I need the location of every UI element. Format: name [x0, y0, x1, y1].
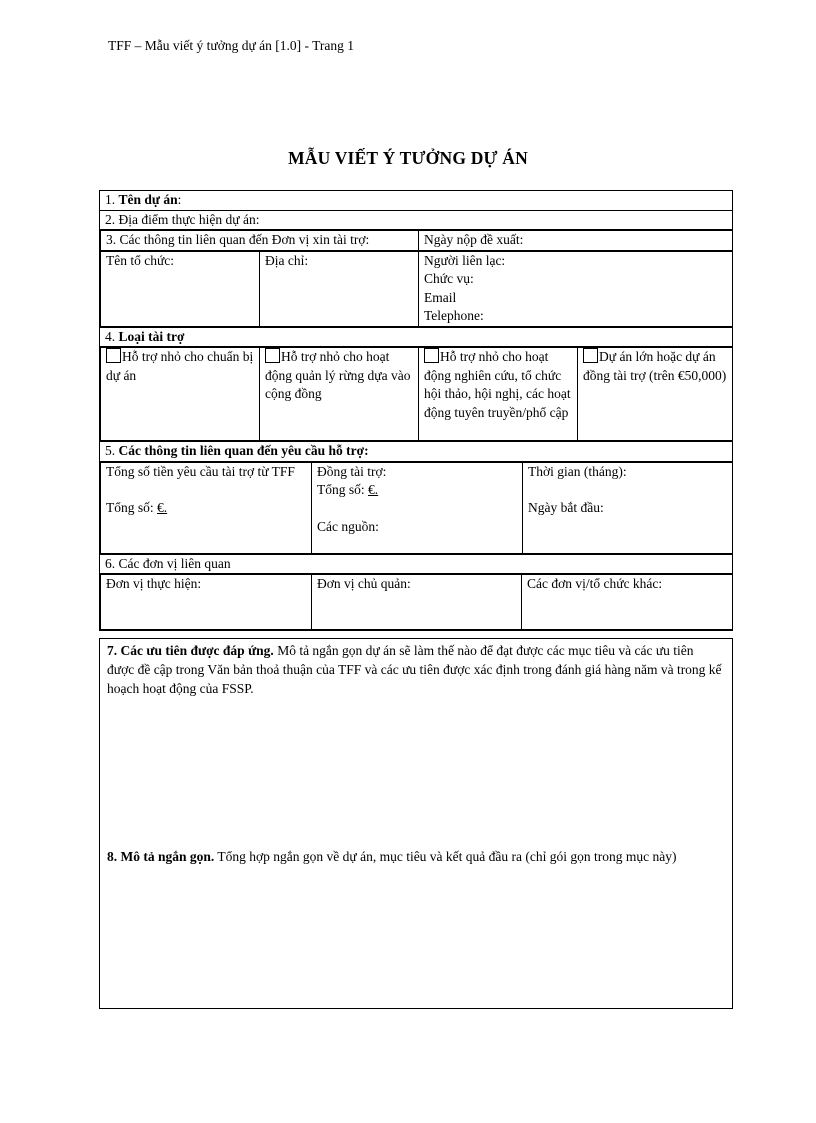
option-small-preparation[interactable]: Hỗ trợ nhỏ cho chuẩn bị dự án — [101, 348, 260, 441]
applicant-info-section — [100, 230, 733, 328]
euro-value: €. — [368, 482, 379, 497]
applicant-info-label: 3. Các thông tin liên quan đến Đơn vị xin tài trợ: — [101, 231, 419, 251]
cofunding-field[interactable]: Đồng tài trợ: Tổng số: €. Các nguồn: — [312, 462, 523, 553]
submission-date-field[interactable]: Ngày nộp đề xuất: — [419, 231, 733, 251]
related-units-section — [100, 574, 733, 631]
option-small-community-forest[interactable]: Hỗ trợ nhỏ cho hoạt động quản lý rừng dựa vào cộng đồng — [260, 348, 419, 441]
tff-request-field[interactable]: Tổng số tiền yêu cầu tài trợ từ TFF Tổng số: €. — [101, 462, 312, 553]
option-large-project[interactable]: Dự án lớn hoặc dự án đồng tài trợ (trên €50,000) — [578, 348, 733, 441]
email-label: Email — [424, 289, 457, 305]
project-form-table — [99, 190, 733, 631]
page-header: TFF – Mẫu viết ý tưởng dự án [1.0] - Trang 1 — [108, 38, 355, 53]
contact-field[interactable] — [419, 251, 733, 326]
euro-value: €. — [157, 500, 168, 515]
other-units-field[interactable]: Các đơn vị/tổ chức khác: — [522, 575, 733, 630]
checkbox-icon[interactable] — [424, 348, 439, 363]
implementing-unit-field[interactable]: Đơn vị thực hiện: — [101, 575, 312, 630]
related-units-heading: 6. Các đơn vị liên quan — [100, 554, 733, 574]
priorities-title: 7. Các ưu tiên được đáp ứng. — [107, 643, 274, 658]
funding-type-options — [100, 347, 733, 442]
project-name-field[interactable]: 1. Tên dự án: — [100, 191, 733, 211]
checkbox-icon[interactable] — [265, 348, 280, 363]
contact-person-label: Người liên lạc: — [424, 252, 506, 268]
section-number: 1. — [105, 192, 119, 207]
duration-field[interactable]: Thời gian (tháng): Ngày bắt đầu: — [523, 462, 733, 553]
form-title: MẪU VIẾT Ý TƯỞNG DỰ ÁN — [288, 148, 528, 168]
project-location-field[interactable]: 2. Địa điểm thực hiện dự án: — [100, 210, 733, 230]
option-small-research[interactable]: Hỗ trợ nhỏ cho hoạt động nghiên cứu, tổ chức hội thảo, hội nghị, các hoạt động tuyên truyền/phổ cập — [419, 348, 578, 441]
description-box[interactable] — [99, 638, 733, 1009]
checkbox-icon[interactable] — [106, 348, 121, 363]
priorities-paragraph: 7. Các ưu tiên được đáp ứng. Mô tả ngắn gọn dự án sẽ làm thế nào để đạt được các mục tiêu và các ưu tiên được đề cập trong Văn bản thoả thuận của TFF và các ưu tiên được xác định trong đánh giá hàng năm và trong kế hoạch hoạt động của FSSP. — [107, 643, 722, 696]
sources-label: Các nguồn: — [317, 518, 379, 534]
position-label: Chức vụ: — [424, 271, 474, 286]
support-info-heading: 5. Các thông tin liên quan đến yêu cầu hỗ trợ: — [100, 442, 733, 462]
managing-unit-field[interactable]: Đơn vị chủ quản: — [312, 575, 522, 630]
start-date-label: Ngày bắt đầu: — [528, 500, 604, 515]
organization-name-field[interactable]: Tên tổ chức: — [101, 251, 260, 326]
funding-type-heading: 4. Loại tài trợ — [100, 327, 733, 347]
project-name-label: Tên dự án — [118, 192, 178, 207]
address-field[interactable]: Địa chỉ: — [260, 251, 419, 326]
checkbox-icon[interactable] — [583, 348, 598, 363]
summary-paragraph: 8. Mô tả ngắn gọn. Tổng hợp ngắn gọn về dự án, mục tiêu và kết quả đầu ra (chỉ gói gọn trong mục này) — [107, 849, 677, 864]
support-info-section — [100, 461, 733, 554]
summary-title: 8. Mô tả ngắn gọn. — [107, 849, 215, 864]
telephone-label: Telephone: — [424, 308, 484, 323]
